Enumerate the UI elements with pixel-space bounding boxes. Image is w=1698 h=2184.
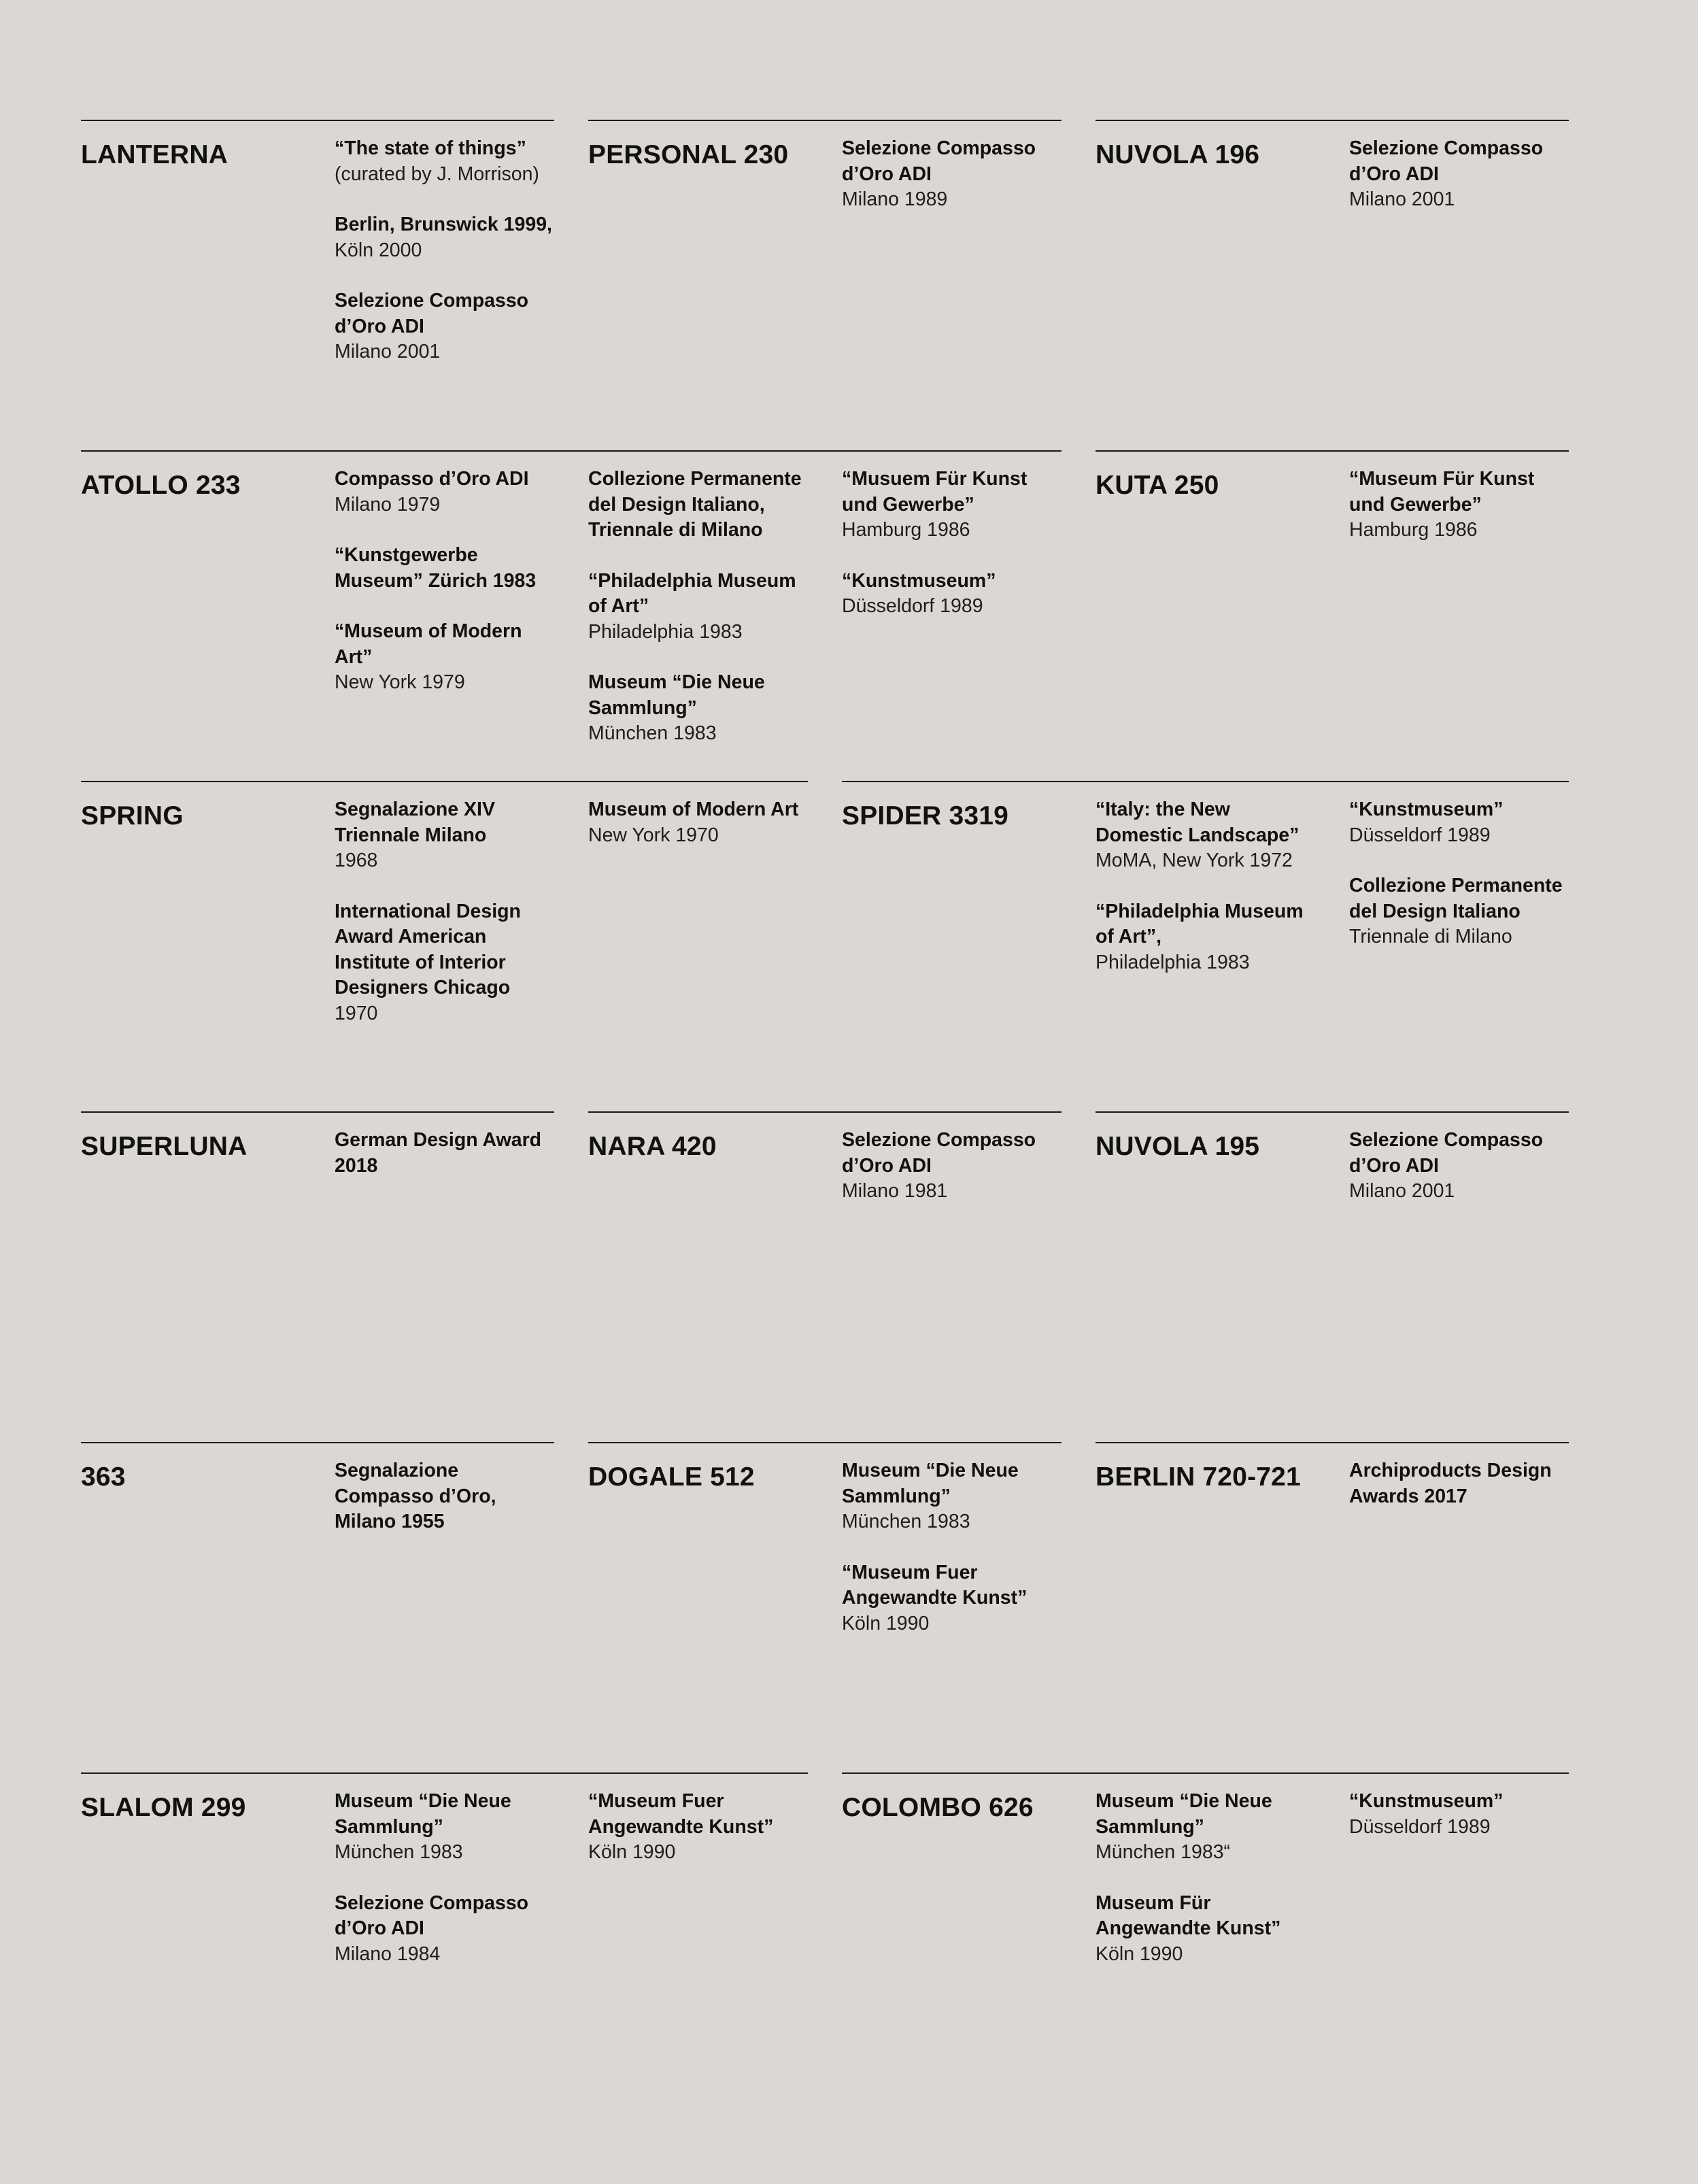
award-location: Düsseldorf 1989 [1349, 1815, 1491, 1838]
award-item [335, 619, 573, 696]
award-name: Archiproducts Design Awards 2017 [1349, 1460, 1552, 1507]
award-name: German Design Award 2018 [335, 1129, 542, 1177]
entry-lanterna [81, 120, 554, 363]
award-name: “Kunstmuseum” [1349, 1790, 1504, 1812]
award-column [1096, 797, 1334, 975]
product-title: DOGALE 512 [588, 1462, 755, 1492]
award-column [1349, 136, 1587, 213]
entry-nuvola-195 [1096, 1111, 1569, 1202]
entry-superluna [81, 1111, 554, 1177]
award-item [335, 1789, 573, 1866]
award-column [1349, 1458, 1587, 1509]
award-item [588, 1789, 826, 1866]
award-location: Philadelphia 1983 [588, 620, 743, 643]
product-title: NARA 420 [588, 1132, 717, 1161]
award-item [588, 670, 826, 747]
award-column [842, 136, 1080, 213]
entry-item-363 [81, 1442, 554, 1532]
award-item [842, 569, 1080, 620]
product-title: 363 [81, 1462, 126, 1492]
award-name: “Kunstgewerbe Museum” Zürich 1983 [335, 544, 537, 592]
award-location: München 1983 [842, 1511, 970, 1532]
award-location: Köln 1990 [842, 1612, 930, 1634]
product-title: COLOMBO 626 [842, 1793, 1034, 1822]
award-location: Triennale di Milano [1349, 926, 1512, 947]
award-item [588, 569, 826, 645]
award-location: Milano 1979 [335, 493, 441, 516]
award-column [335, 136, 573, 365]
award-location: München 1983“ [1096, 1841, 1231, 1863]
award-column [842, 1128, 1080, 1205]
award-name: Compasso d’Oro ADI [335, 468, 529, 490]
award-name: “Kunstmuseum” [842, 569, 996, 592]
award-column [1096, 1789, 1334, 1967]
award-item [1349, 873, 1587, 950]
award-item [335, 136, 573, 187]
award-location: Köln 1990 [588, 1841, 676, 1863]
entry-dogale-512 [588, 1442, 1062, 1634]
award-item [335, 1458, 573, 1535]
award-item [1349, 1458, 1587, 1509]
award-location: München 1983 [335, 1841, 463, 1863]
award-column [842, 467, 1080, 620]
award-name: Berlin, Brunswick 1999, [335, 214, 552, 235]
award-name: “Museum Für Kunst und Gewerbe” [1349, 468, 1535, 516]
award-item [335, 899, 573, 1027]
product-title: KUTA 250 [1096, 471, 1219, 500]
award-column [588, 797, 826, 848]
award-item [1096, 1891, 1334, 1968]
award-item [1349, 1128, 1587, 1205]
award-location: Milano 1989 [842, 188, 948, 210]
award-item [335, 797, 573, 874]
award-name: Segnalazione Compasso d’Oro, Milano 1955 [335, 1460, 496, 1532]
award-column [1349, 1789, 1587, 1840]
award-name: “Kunstmuseum” [1349, 799, 1504, 820]
entry-slalom-299 [81, 1773, 808, 1965]
award-column [588, 467, 826, 747]
award-column [842, 1458, 1080, 1636]
award-name: Selezione Compasso d’Oro ADI [842, 1129, 1036, 1177]
award-item [842, 1560, 1080, 1637]
award-location: 1970 [335, 1002, 378, 1024]
product-title: SPRING [81, 801, 184, 830]
award-name: Museum “Die Neue Sammlung” [842, 1460, 1019, 1507]
award-column [335, 467, 573, 696]
award-item [335, 543, 573, 594]
award-name: Selezione Compasso d’Oro ADI [1349, 137, 1544, 185]
award-location: Milano 2001 [1349, 188, 1455, 210]
award-location: Düsseldorf 1989 [1349, 824, 1491, 846]
award-item [588, 797, 826, 848]
award-item [842, 1458, 1080, 1535]
award-name: Museum “Die Neue Sammlung” [335, 1790, 511, 1838]
product-title: PERSONAL 230 [588, 140, 789, 169]
award-name: Collezione Permanente del Design Italiano, Triennale di Milano [588, 468, 802, 541]
award-location: Milano 2001 [1349, 1180, 1455, 1202]
award-item [1096, 797, 1334, 874]
award-location: Hamburg 1986 [1349, 519, 1478, 541]
award-item [1096, 1789, 1334, 1866]
award-name: “Musuem Für Kunst und Gewerbe” [842, 468, 1028, 516]
product-title: SLALOM 299 [81, 1793, 246, 1822]
award-item [1349, 136, 1587, 213]
product-title: NUVOLA 195 [1096, 1132, 1260, 1161]
product-title: BERLIN 720-721 [1096, 1462, 1301, 1492]
product-title: NUVOLA 196 [1096, 140, 1260, 169]
award-name: “Museum of Modern Art” [335, 620, 522, 668]
award-name: “Museum Fuer Angewandte Kunst” [842, 1561, 1028, 1609]
product-title: SPIDER 3319 [842, 801, 1008, 830]
award-item [335, 288, 573, 365]
award-name: Selezione Compasso d’Oro ADI [335, 1892, 529, 1939]
product-title: LANTERNA [81, 140, 228, 169]
award-name: Museum of Modern Art [588, 799, 799, 820]
award-location: Köln 2000 [335, 239, 422, 261]
award-name: “Philadelphia Museum of Art”, [1096, 900, 1304, 947]
award-name: Museum “Die Neue Sammlung” [1096, 1790, 1272, 1838]
award-item [335, 1891, 573, 1968]
award-column [335, 1789, 573, 1967]
award-column [588, 1789, 826, 1866]
award-location: Düsseldorf 1989 [842, 595, 983, 617]
award-name: International Design Award American Institute of Interior Designers Chicago [335, 900, 521, 998]
award-location: Milano 1981 [842, 1180, 948, 1202]
award-item [1349, 797, 1587, 848]
award-location: New York 1979 [335, 671, 465, 693]
award-name: Selezione Compasso d’Oro ADI [335, 290, 529, 337]
entry-spider-3319 [842, 781, 1569, 973]
award-name: Collezione Permanente del Design Italiano [1349, 875, 1563, 922]
award-item [842, 136, 1080, 213]
award-location: München 1983 [588, 722, 717, 744]
award-item [335, 1128, 573, 1179]
entry-personal-230 [588, 120, 1062, 210]
award-column [335, 1128, 573, 1179]
award-location: New York 1970 [588, 824, 719, 846]
award-column [335, 1458, 573, 1535]
award-location: MoMA, New York 1972 [1096, 850, 1293, 871]
award-name: Segnalazione XIV Triennale Milano [335, 799, 495, 846]
award-name: “Italy: the New Domestic Landscape” [1096, 799, 1300, 846]
award-name: Museum Für Angewandte Kunst” [1096, 1892, 1281, 1939]
award-location: 1968 [335, 850, 378, 871]
entry-atollo-233 [81, 450, 1062, 744]
award-name: Selezione Compasso d’Oro ADI [1349, 1129, 1544, 1177]
award-item [588, 467, 826, 543]
award-column [335, 797, 573, 1026]
entry-spring [81, 781, 808, 1024]
award-item [1349, 1789, 1587, 1840]
award-location: (curated by J. Morrison) [335, 163, 539, 185]
award-item [842, 1128, 1080, 1205]
entry-kuta-250 [1096, 450, 1569, 541]
award-item [335, 212, 573, 263]
product-title: ATOLLO 233 [81, 471, 241, 500]
award-item [1096, 899, 1334, 976]
award-name: “Philadelphia Museum of Art” [588, 569, 796, 617]
award-name: Museum “Die Neue Sammlung” [588, 671, 765, 719]
award-name: Selezione Compasso d’Oro ADI [842, 137, 1036, 185]
product-title: SUPERLUNA [81, 1132, 248, 1161]
award-column [1349, 797, 1587, 950]
entry-nuvola-196 [1096, 120, 1569, 210]
entry-colombo-626 [842, 1773, 1569, 1965]
award-location: Köln 1990 [1096, 1943, 1183, 1965]
award-location: Milano 2001 [335, 341, 441, 363]
entry-berlin-720-721 [1096, 1442, 1569, 1507]
entry-nara-420 [588, 1111, 1062, 1202]
award-location: Philadelphia 1983 [1096, 951, 1250, 973]
award-name: “Museum Fuer Angewandte Kunst” [588, 1790, 774, 1838]
award-item [335, 467, 573, 518]
award-location: Milano 1984 [335, 1943, 441, 1965]
award-name: “The state of things” [335, 137, 526, 159]
award-location: Hamburg 1986 [842, 519, 970, 541]
award-column [1349, 1128, 1587, 1205]
award-column [1349, 467, 1587, 543]
award-item [1349, 467, 1587, 543]
award-item [842, 467, 1080, 543]
